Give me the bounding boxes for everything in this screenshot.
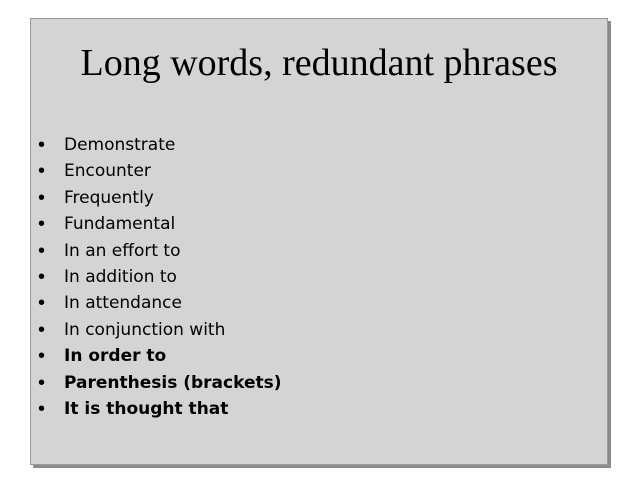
bullet-icon: •	[38, 134, 46, 156]
list-item-text: Demonstrate	[64, 135, 176, 155]
bullet-icon: •	[38, 397, 46, 420]
list-item-text: In attendance	[64, 293, 182, 314]
bullet-icon: •	[38, 186, 46, 209]
bullet-icon: •	[38, 239, 46, 262]
slide-panel	[30, 18, 608, 465]
list-item-text: Encounter	[64, 161, 151, 182]
bullet-icon: •	[38, 160, 46, 183]
list-item-text: In addition to	[64, 266, 177, 287]
list-item-text: Frequently	[64, 187, 154, 208]
slide-title: Long words, redundant phrases	[80, 42, 558, 84]
list-item-text: In an effort to	[64, 240, 181, 261]
list-item-text: It is thought that	[64, 398, 229, 419]
bullet-icon: •	[38, 371, 46, 394]
bullet-icon: •	[38, 318, 46, 341]
list-item-text: Parenthesis (brackets)	[64, 372, 282, 393]
bullet-icon: •	[38, 265, 46, 288]
bullet-icon: •	[38, 213, 46, 236]
list-item-text: In order to	[64, 346, 167, 367]
list-item-text: Fundamental	[64, 214, 176, 235]
list-item-text: In conjunction with	[64, 319, 226, 340]
bullet-icon: •	[38, 292, 46, 315]
bullet-icon: •	[38, 345, 46, 368]
